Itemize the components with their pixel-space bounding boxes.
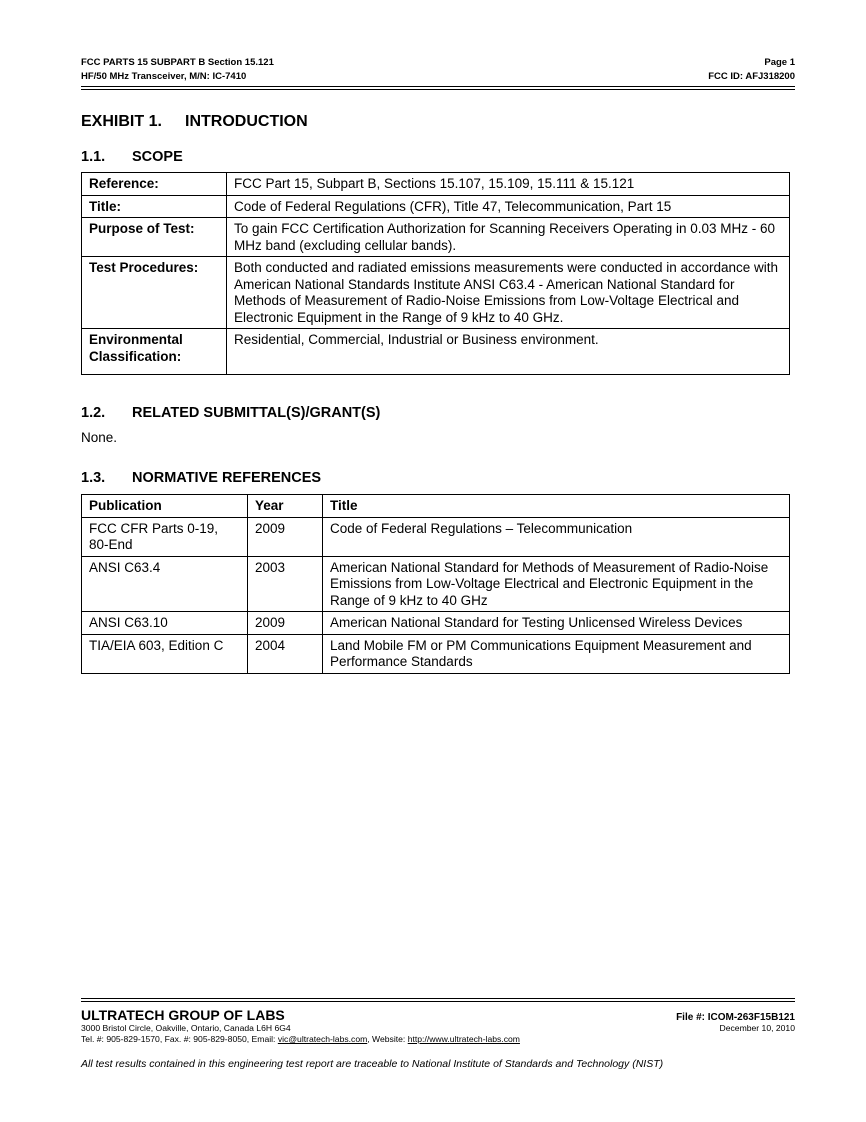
table-row — [82, 218, 790, 257]
page-footer — [81, 998, 795, 1045]
website-prefix: , Website: — [367, 1034, 408, 1044]
scope-value: Residential, Commercial, Industrial or Business environment. — [227, 329, 790, 375]
year-cell: 2004 — [248, 634, 323, 673]
section-related-heading — [81, 405, 380, 421]
table-header-row — [82, 495, 790, 518]
contact-prefix: Tel. #: 905-829-1570, Fax. #: 905-829-8050, Email: — [81, 1034, 278, 1044]
table-row — [82, 173, 790, 196]
title-cell: Code of Federal Regulations – Telecommunication — [323, 517, 790, 556]
table-row — [82, 556, 790, 612]
contact-info — [81, 1034, 520, 1045]
header-device: HF/50 MHz Transceiver, M/N: IC-7410 — [81, 71, 247, 82]
publication-cell: ANSI C63.10 — [82, 612, 248, 635]
header-divider-double — [81, 89, 795, 90]
table-row — [82, 257, 790, 329]
section-scope-heading — [81, 149, 183, 165]
header-divider — [81, 86, 795, 87]
table-row — [82, 329, 790, 375]
file-number: File #: ICOM-263F15B121 — [676, 1012, 795, 1023]
scope-value: Both conducted and radiated emissions measurements were conducted in accordance with American National Standards Institute ANSI C63.4 - American National Standard for Methods of Measurement of Radio-Noise Emissions from Low-Voltage Electrical and Electronic Equipment in the Range of 9 kHz to 40 GHz. — [227, 257, 790, 329]
scope-table — [81, 172, 790, 375]
company-name: ULTRATECH GROUP OF LABS — [81, 1007, 285, 1023]
column-header: Publication — [82, 495, 248, 518]
section-number: 1.1. — [81, 149, 106, 165]
email-link[interactable]: vic@ultratech-labs.com — [277, 1034, 368, 1044]
title-cell: American National Standard for Testing Unlicensed Wireless Devices — [323, 612, 790, 635]
column-header: Title — [323, 495, 790, 518]
scope-label: Purpose of Test: — [82, 218, 227, 257]
website-link[interactable]: http://www.ultratech-labs.com — [407, 1034, 520, 1044]
section-title: RELATED SUBMITTAL(S)/GRANT(S) — [132, 405, 381, 421]
scope-label: Reference: — [82, 173, 227, 196]
section-title: SCOPE — [132, 149, 183, 165]
title-cell: Land Mobile FM or PM Communications Equipment Measurement and Performance Standards — [323, 634, 790, 673]
page-number: Page 1 — [764, 57, 795, 68]
scope-label: Environmental Classification: — [82, 329, 227, 375]
publication-cell: ANSI C63.4 — [82, 556, 248, 612]
footer-divider-double — [81, 1001, 795, 1002]
section-title: NORMATIVE REFERENCES — [132, 470, 322, 486]
related-body: None. — [81, 430, 118, 445]
exhibit-heading: INTRODUCTION — [185, 113, 308, 130]
scope-label: Test Procedures: — [82, 257, 227, 329]
year-cell: 2009 — [248, 612, 323, 635]
table-row — [82, 634, 790, 673]
publication-cell: TIA/EIA 603, Edition C — [82, 634, 248, 673]
nist-statement: All test results contained in this engineering test report are traceable to National Institute of Standards and Technology (NIST) — [81, 1058, 664, 1070]
footer-divider — [81, 998, 795, 999]
section-normative-heading — [81, 470, 321, 486]
exhibit-title — [81, 113, 308, 131]
column-header: Year — [248, 495, 323, 518]
publication-cell: FCC CFR Parts 0-19, 80-End — [82, 517, 248, 556]
table-row — [82, 517, 790, 556]
references-table — [81, 494, 790, 674]
company-address: 3000 Bristol Circle, Oakville, Ontario, Canada L6H 6G4 — [81, 1023, 291, 1033]
fcc-id: FCC ID: AFJ318200 — [708, 71, 795, 82]
section-number: 1.3. — [81, 470, 106, 486]
table-row — [82, 612, 790, 635]
year-cell: 2009 — [248, 517, 323, 556]
scope-value: Code of Federal Regulations (CFR), Title 47, Telecommunication, Part 15 — [227, 195, 790, 218]
scope-value: FCC Part 15, Subpart B, Sections 15.107, 15.109, 15.111 & 15.121 — [227, 173, 790, 196]
exhibit-number: EXHIBIT 1. — [81, 113, 162, 130]
header-standard: FCC PARTS 15 SUBPART B Section 15.121 — [81, 57, 274, 68]
scope-label: Title: — [82, 195, 227, 218]
section-number: 1.2. — [81, 405, 106, 421]
year-cell: 2003 — [248, 556, 323, 612]
report-date: December 10, 2010 — [719, 1023, 795, 1033]
table-row — [82, 195, 790, 218]
title-cell: American National Standard for Methods of Measurement of Radio-Noise Emissions from Low-Voltage Electrical and Electronic Equipment in the Range of 9 kHz to 40 GHz — [323, 556, 790, 612]
scope-value: To gain FCC Certification Authorization for Scanning Receivers Operating in 0.03 MHz - 60 MHz band (excluding cellular bands). — [227, 218, 790, 257]
page-header — [81, 56, 795, 90]
